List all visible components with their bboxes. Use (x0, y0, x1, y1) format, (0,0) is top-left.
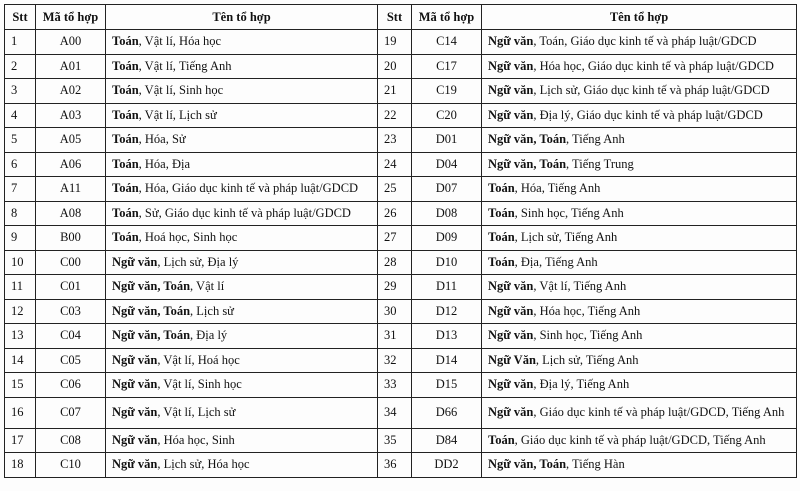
other-subjects: , Địa lý (190, 328, 228, 343)
bold-subjects: Toán (488, 230, 515, 245)
row-code: D66 (412, 397, 482, 428)
header-ten: Tên tổ hợp (106, 5, 378, 30)
row-code: A11 (36, 177, 106, 202)
row-code: A01 (36, 54, 106, 79)
bold-subjects: Toán (488, 432, 515, 447)
table-row (5, 397, 797, 428)
bold-subjects: Ngữ văn, Toán (488, 132, 567, 147)
row-code: D07 (412, 177, 482, 202)
other-subjects: , Hóa học, Sinh (157, 432, 235, 447)
table-row (5, 54, 797, 79)
table-row (5, 103, 797, 128)
row-stt: 15 (5, 373, 36, 398)
other-subjects: , Hóa, Địa (138, 156, 191, 171)
row-stt: 18 (5, 453, 36, 478)
other-subjects: , Sử, Giáo dục kinh tế và pháp luật/GDCD (138, 205, 351, 220)
row-code: A05 (36, 128, 106, 153)
other-subjects: , Hóa, Tiếng Anh (514, 181, 601, 196)
row-stt: 24 (378, 152, 412, 177)
row-code: B00 (36, 226, 106, 251)
other-subjects: , Vật lí, Lịch sử (157, 405, 236, 419)
table-row (5, 79, 797, 104)
other-subjects: , Tiếng Anh (566, 132, 625, 147)
bold-subjects: Ngữ văn, Toán (112, 328, 191, 343)
other-subjects: , Hóa, Giáo dục kinh tế và pháp luật/GDCD (138, 181, 359, 196)
other-subjects: , Địa lý, Tiếng Anh (533, 377, 630, 392)
combination-name (482, 299, 797, 324)
row-stt: 4 (5, 103, 36, 128)
row-code: D12 (412, 299, 482, 324)
row-stt: 22 (378, 103, 412, 128)
header-ma: Mã tổ hợp (412, 5, 482, 30)
row-code: C14 (412, 30, 482, 55)
other-subjects: , Lịch sử, Tiếng Anh (514, 230, 618, 245)
row-stt: 34 (378, 397, 412, 428)
header-stt: Stt (378, 5, 412, 30)
header-stt: Stt (5, 5, 36, 30)
combination-name (482, 348, 797, 373)
bold-subjects: Ngữ văn (112, 432, 158, 447)
row-stt: 21 (378, 79, 412, 104)
table-row (5, 324, 797, 349)
other-subjects: , Vật lí, Hoá học (157, 352, 240, 367)
other-subjects: , Lịch sử, Hóa học (157, 457, 250, 472)
row-code: D04 (412, 152, 482, 177)
row-stt: 7 (5, 177, 36, 202)
bold-subjects: Ngữ văn (488, 279, 534, 294)
row-stt: 9 (5, 226, 36, 251)
row-stt: 10 (5, 250, 36, 275)
combination-name (106, 30, 378, 55)
bold-subjects: Toán (112, 205, 139, 220)
row-code: C10 (36, 453, 106, 478)
row-code: A02 (36, 79, 106, 104)
combination-name (106, 226, 378, 251)
other-subjects: , Vật lí, Sinh học (157, 377, 242, 392)
row-code: D09 (412, 226, 482, 251)
other-subjects: , Giáo dục kinh tế và pháp luật/GDCD, Tiếng Anh (514, 432, 766, 447)
other-subjects: , Tiếng Hàn (566, 457, 625, 472)
combination-name (106, 299, 378, 324)
row-code: D13 (412, 324, 482, 349)
bold-subjects: Ngữ văn (112, 352, 158, 367)
combination-name (482, 177, 797, 202)
combination-name (482, 152, 797, 177)
header-ma: Mã tổ hợp (36, 5, 106, 30)
row-stt: 3 (5, 79, 36, 104)
other-subjects: , Địa lý, Giáo dục kinh tế và pháp luật/GDCD (533, 107, 763, 122)
row-stt: 27 (378, 226, 412, 251)
row-code: C08 (36, 428, 106, 453)
row-stt: 6 (5, 152, 36, 177)
bold-subjects: Ngữ văn (488, 303, 534, 318)
combination-name (482, 30, 797, 55)
combination-name (482, 324, 797, 349)
table-row (5, 428, 797, 453)
bold-subjects: Ngữ văn (488, 377, 534, 392)
row-code: C04 (36, 324, 106, 349)
bold-subjects: Toán (112, 132, 139, 147)
bold-subjects: Toán (112, 181, 139, 196)
bold-subjects: Toán (112, 34, 139, 49)
row-code: C05 (36, 348, 106, 373)
combination-name (482, 128, 797, 153)
other-subjects: , Lịch sử (190, 303, 234, 318)
combination-name (106, 79, 378, 104)
other-subjects: , Vật lí, Tiếng Anh (138, 58, 232, 73)
row-code: DD2 (412, 453, 482, 478)
other-subjects: , Hóa, Sử (138, 132, 186, 147)
table-row (5, 299, 797, 324)
row-code: C07 (36, 397, 106, 428)
other-subjects: , Địa, Tiếng Anh (514, 254, 598, 269)
row-stt: 33 (378, 373, 412, 398)
bold-subjects: Ngữ văn (488, 34, 534, 49)
bold-subjects: Ngữ văn (488, 58, 534, 73)
combination-name (482, 453, 797, 478)
combination-name (106, 128, 378, 153)
row-code: C20 (412, 103, 482, 128)
row-code: D01 (412, 128, 482, 153)
other-subjects: , Tiếng Trung (566, 156, 634, 171)
row-stt: 5 (5, 128, 36, 153)
other-subjects: , Lịch sử, Giáo dục kinh tế và pháp luật/GDCD (533, 83, 770, 98)
bold-subjects: Ngữ văn (488, 83, 534, 98)
other-subjects: , Hoá học, Sinh học (138, 230, 238, 245)
row-code: A06 (36, 152, 106, 177)
bold-subjects: Toán (112, 58, 139, 73)
row-stt: 19 (378, 30, 412, 55)
row-code: D15 (412, 373, 482, 398)
row-code: C01 (36, 275, 106, 300)
bold-subjects: Ngữ văn (112, 405, 158, 419)
row-code: A08 (36, 201, 106, 226)
combination-name (482, 397, 797, 428)
bold-subjects: Toán (488, 181, 515, 196)
other-subjects: , Vật lí, Sinh học (138, 83, 224, 98)
other-subjects: , Sinh học, Tiếng Anh (533, 328, 643, 343)
row-stt: 25 (378, 177, 412, 202)
bold-subjects: Toán (112, 83, 139, 98)
combination-name (106, 397, 378, 428)
row-stt: 16 (5, 397, 36, 428)
row-code: D14 (412, 348, 482, 373)
row-code: C00 (36, 250, 106, 275)
table-row (5, 128, 797, 153)
other-subjects: , Giáo dục kinh tế và pháp luật/GDCD, Tiếng Anh (533, 405, 785, 419)
bold-subjects: Toán (112, 230, 139, 245)
row-stt: 31 (378, 324, 412, 349)
table-row (5, 275, 797, 300)
bold-subjects: Toán (488, 205, 515, 220)
row-stt: 12 (5, 299, 36, 324)
row-stt: 11 (5, 275, 36, 300)
other-subjects: , Hóa học, Tiếng Anh (533, 303, 641, 318)
table-row (5, 373, 797, 398)
row-stt: 26 (378, 201, 412, 226)
combination-name (106, 103, 378, 128)
row-code: C06 (36, 373, 106, 398)
combination-name (106, 348, 378, 373)
bold-subjects: Ngữ văn (488, 107, 534, 122)
combination-name (482, 373, 797, 398)
other-subjects: , Vật lí, Hóa học (138, 34, 222, 49)
table-row (5, 226, 797, 251)
other-subjects: , Toán, Giáo dục kinh tế và pháp luật/GDCD (533, 34, 757, 49)
bold-subjects: Ngữ văn (112, 377, 158, 392)
row-code: A00 (36, 30, 106, 55)
combination-name (482, 428, 797, 453)
row-code: D10 (412, 250, 482, 275)
subject-combination-table (4, 4, 797, 478)
combination-name (106, 275, 378, 300)
bold-subjects: Ngữ văn (488, 328, 534, 343)
combination-name (482, 201, 797, 226)
row-stt: 36 (378, 453, 412, 478)
combination-name (106, 201, 378, 226)
bold-subjects: Ngữ văn, Toán (488, 156, 567, 171)
bold-subjects: Ngữ văn, Toán (112, 303, 191, 318)
row-stt: 8 (5, 201, 36, 226)
combination-name (106, 54, 378, 79)
header-ten: Tên tổ hợp (482, 5, 797, 30)
other-subjects: , Lịch sử, Tiếng Anh (535, 352, 639, 367)
table-row (5, 30, 797, 55)
row-code: A03 (36, 103, 106, 128)
row-stt: 1 (5, 30, 36, 55)
combination-name (482, 103, 797, 128)
row-code: C19 (412, 79, 482, 104)
row-code: D08 (412, 201, 482, 226)
bold-subjects: Toán (488, 254, 515, 269)
combination-name (482, 250, 797, 275)
combination-name (482, 54, 797, 79)
combination-name (106, 177, 378, 202)
other-subjects: , Lịch sử, Địa lý (157, 254, 239, 269)
combination-name (106, 152, 378, 177)
table-row (5, 177, 797, 202)
header-row (5, 5, 797, 30)
row-stt: 13 (5, 324, 36, 349)
bold-subjects: Toán (112, 156, 139, 171)
row-code: D11 (412, 275, 482, 300)
table-row (5, 348, 797, 373)
row-stt: 35 (378, 428, 412, 453)
bold-subjects: Ngữ văn (112, 457, 158, 472)
combination-name (482, 226, 797, 251)
bold-subjects: Ngữ văn, Toán (488, 457, 567, 472)
row-stt: 28 (378, 250, 412, 275)
combination-name (106, 324, 378, 349)
other-subjects: , Sinh học, Tiếng Anh (514, 205, 624, 220)
table-row (5, 201, 797, 226)
row-stt: 23 (378, 128, 412, 153)
combination-name (106, 373, 378, 398)
row-stt: 20 (378, 54, 412, 79)
row-stt: 32 (378, 348, 412, 373)
row-stt: 17 (5, 428, 36, 453)
bold-subjects: Ngữ văn (112, 254, 158, 269)
other-subjects: , Vật lí, Tiếng Anh (533, 279, 627, 294)
combination-name (106, 453, 378, 478)
combination-name (482, 275, 797, 300)
table-row (5, 152, 797, 177)
row-stt: 29 (378, 275, 412, 300)
combination-name (482, 79, 797, 104)
other-subjects: , Vật lí (190, 279, 225, 294)
combination-name (106, 428, 378, 453)
row-stt: 30 (378, 299, 412, 324)
row-stt: 14 (5, 348, 36, 373)
table-row (5, 250, 797, 275)
row-stt: 2 (5, 54, 36, 79)
combination-name (106, 250, 378, 275)
bold-subjects: Ngữ văn, Toán (112, 279, 191, 294)
other-subjects: , Hóa học, Giáo dục kinh tế và pháp luật/GDCD (533, 58, 774, 73)
bold-subjects: Ngữ Văn (488, 352, 536, 367)
other-subjects: , Vật lí, Lịch sử (138, 107, 217, 122)
bold-subjects: Ngữ văn (488, 405, 534, 419)
table-row (5, 453, 797, 478)
bold-subjects: Toán (112, 107, 139, 122)
row-code: C03 (36, 299, 106, 324)
row-code: C17 (412, 54, 482, 79)
row-code: D84 (412, 428, 482, 453)
